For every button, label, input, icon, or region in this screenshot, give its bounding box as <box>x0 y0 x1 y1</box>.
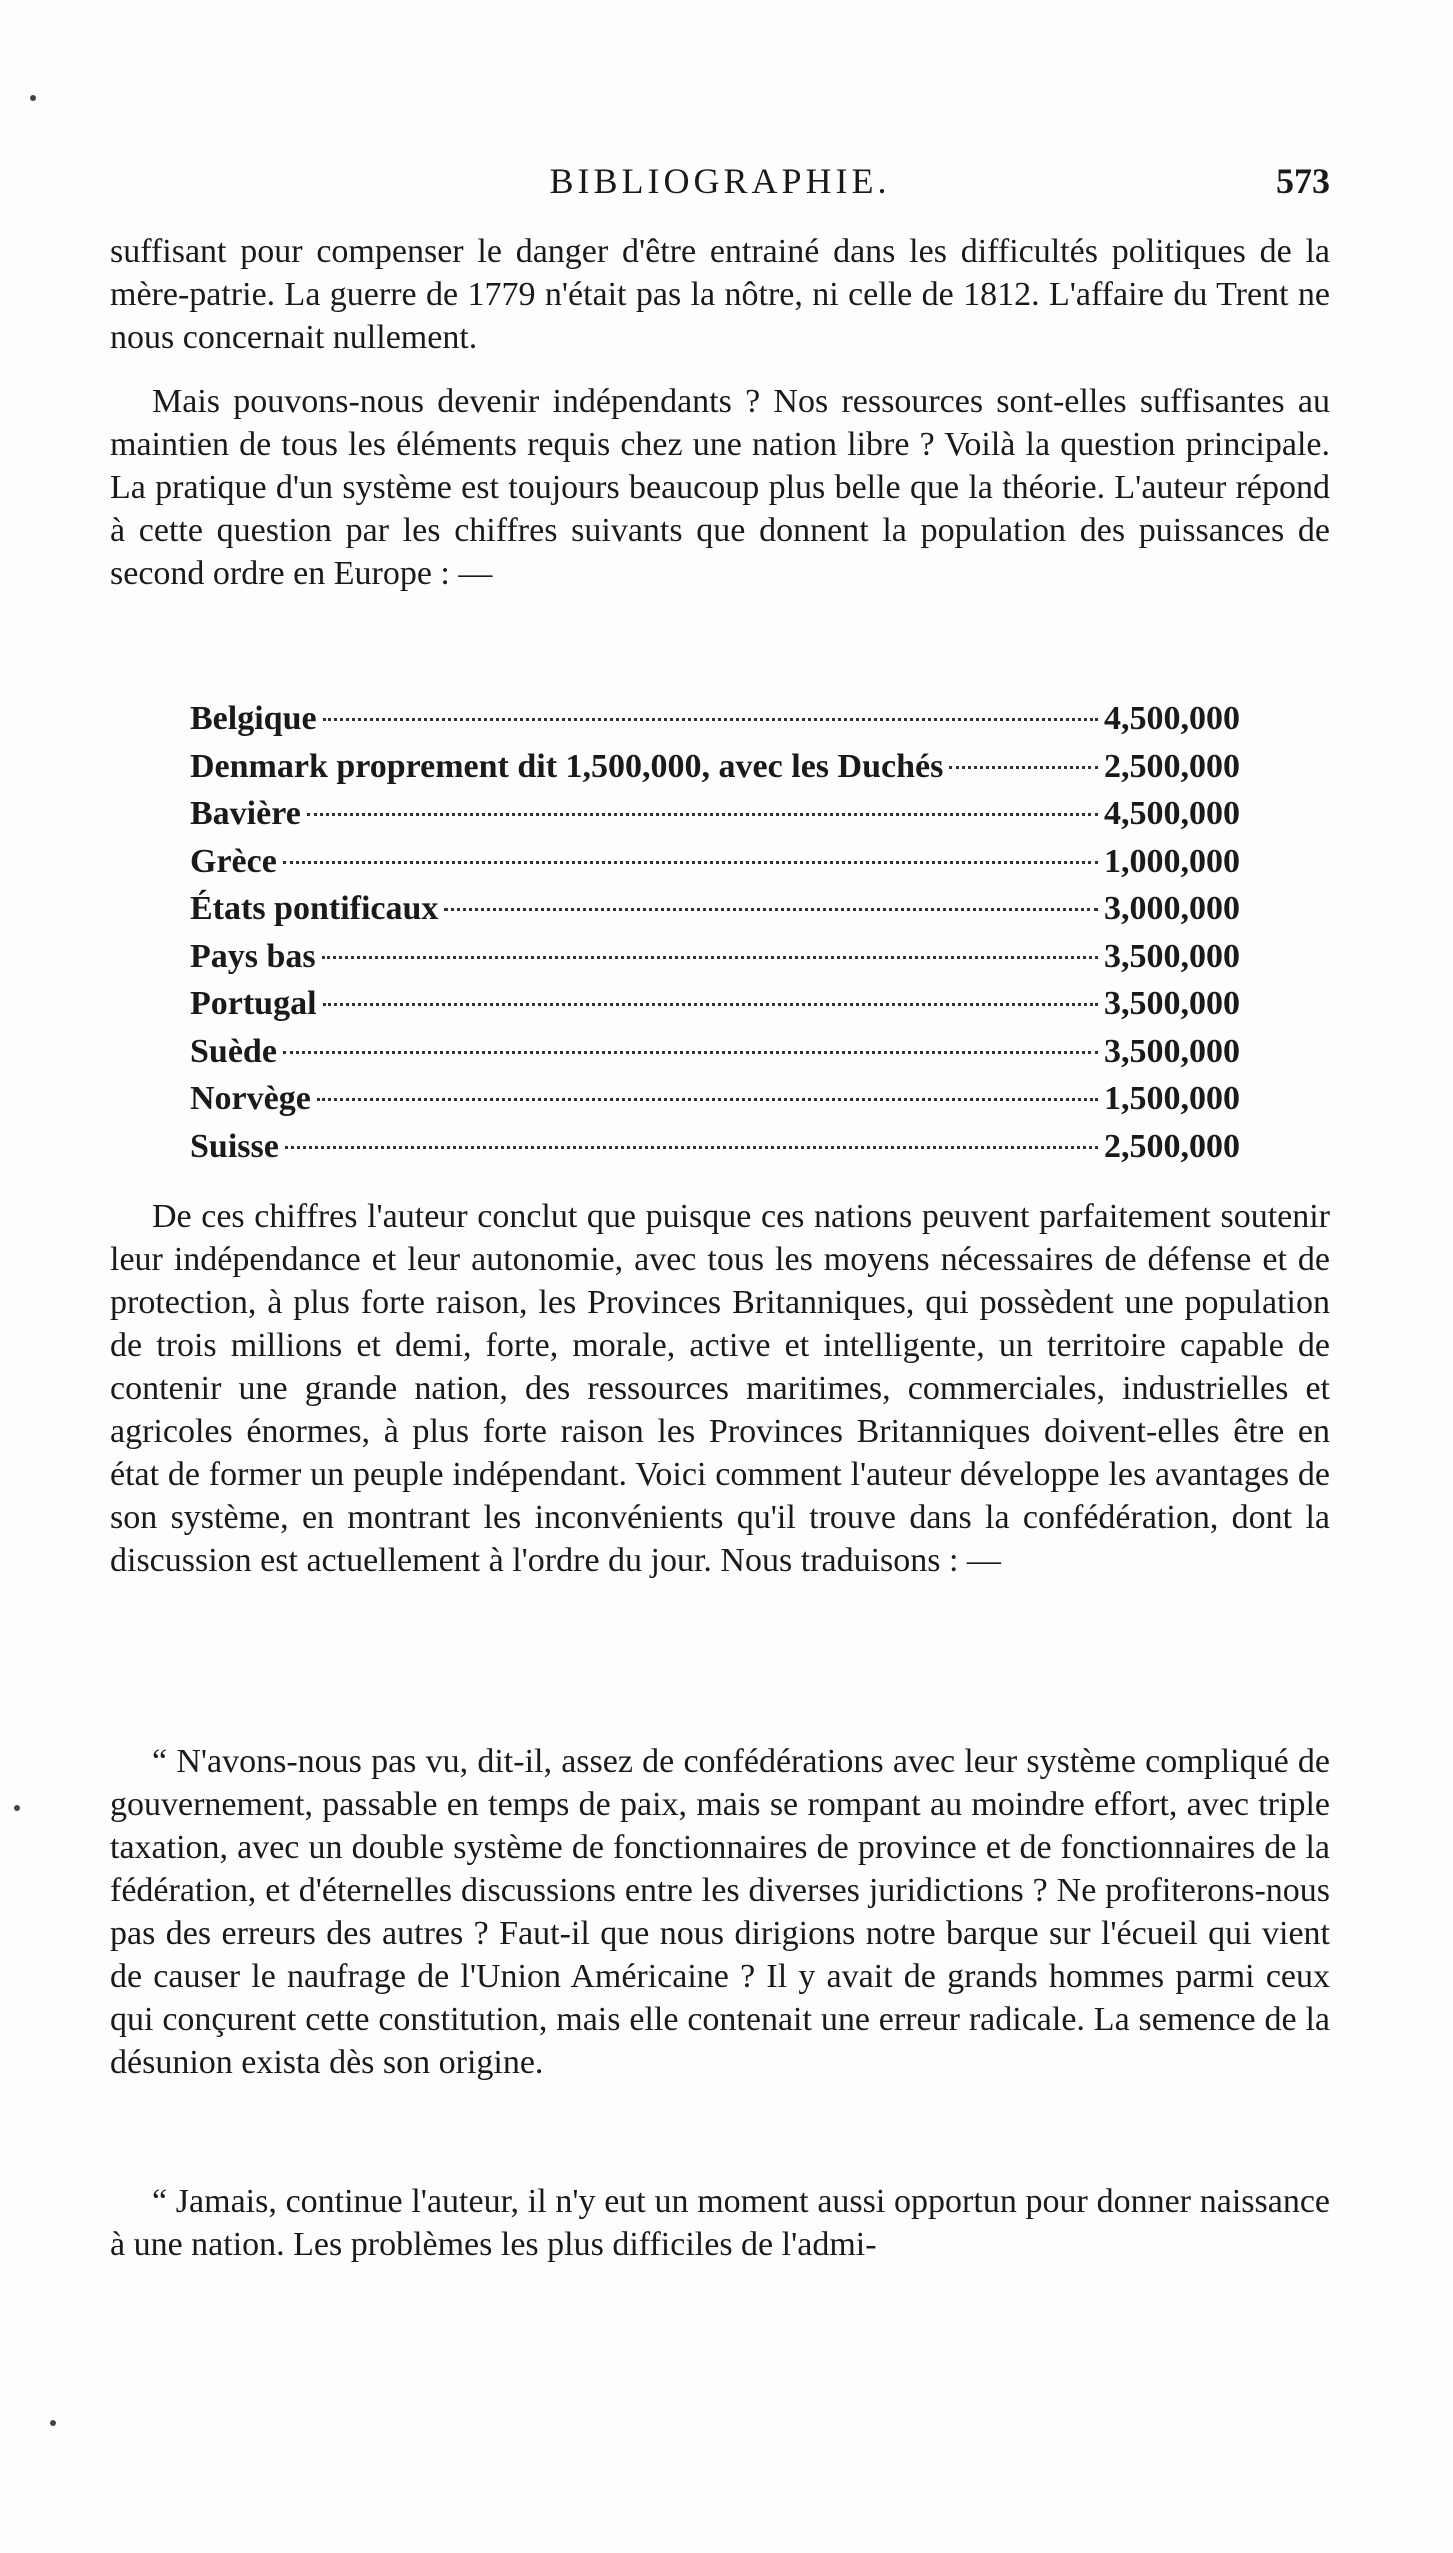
dot-leader <box>323 1003 1098 1006</box>
paragraph-5: “ Jamais, continue l'auteur, il n'y eut un moment aussi opportun pour donner naissance à une nation. Les problèmes les plus difficiles de l'admi- <box>110 2183 1330 2263</box>
population-row <box>190 1033 1240 1081</box>
paragraph-1: suffisant pour compenser le danger d'être entrainé dans les difficultés politiques de la mère-patrie. La guerre de 1779 n'était pas la nôtre, ni celle de 1812. L'affaire du Trent ne nous concernait nullement. <box>110 233 1330 356</box>
dot-leader <box>949 766 1098 769</box>
country-name: Norvège <box>190 1080 311 1117</box>
country-name: Denmark proprement dit 1,500,000, avec les Duchés <box>190 747 944 785</box>
country-name: États pontificaux <box>190 890 439 927</box>
population-value: 3,500,000 <box>1104 985 1240 1022</box>
country-name: Portugal <box>190 985 317 1022</box>
population-table <box>190 700 1240 1175</box>
population-value: 1,000,000 <box>1104 842 1240 880</box>
paragraph-3: De ces chiffres l'auteur conclut que puisque ces nations peuvent parfaitement soutenir leur indépendance et leur autonomie, avec tous les moyens nécessaires de défense et de protection, à plus forte raison, les Provinces Britanniques, qui possèdent une population de trois millions et demi, forte, morale, active et intelligente, un territoire capable de contenir une grande nation, des ressources maritimes, commerciales, industrielles et agricoles énormes, à plus forte raison les Provinces Britanniques doivent-elles être en état de former un peuple indépendant. Voici comment l'auteur développe les avantages de son système, en montrant les inconvénients qu'il trouve dans la confédération, dont la discussion est actuellement à l'ordre du jour. Nous traduisons : — <box>110 1198 1330 1579</box>
dot-leader <box>285 1146 1098 1149</box>
population-row <box>190 1080 1240 1128</box>
dot-leader <box>283 861 1098 864</box>
population-value: 4,500,000 <box>1104 700 1240 737</box>
population-value: 3,500,000 <box>1104 1032 1240 1070</box>
population-row <box>190 795 1240 843</box>
dot-leader <box>317 1098 1098 1101</box>
dot-leader <box>444 908 1098 911</box>
print-speck <box>14 1805 20 1811</box>
print-speck <box>50 2420 56 2426</box>
population-row <box>190 1128 1240 1176</box>
dot-leader <box>323 718 1098 721</box>
dot-leader <box>283 1051 1098 1054</box>
dot-leader <box>307 813 1098 816</box>
page-number: 573 <box>1276 161 1330 201</box>
country-name: Suisse <box>190 1127 279 1165</box>
country-name: Belgique <box>190 700 317 737</box>
population-value: 2,500,000 <box>1104 1127 1240 1165</box>
paragraph-4: “ N'avons-nous pas vu, dit-il, assez de confédérations avec leur système compliqué de gouvernement, passable en temps de paix, mais se rompant au moindre effort, avec triple taxation, avec un double système de fonctionnaires de province et de fonctionnaires de la fédération, et d'éternelles discussions entre les diverses juridictions ? Ne profiterons-nous pas des erreurs des autres ? Faut-il que nous dirigions notre barque sur l'écueil qui vient de causer le naufrage de l'Union Américaine ? Il y avait de grands hommes parmi ceux qui conçurent cette constitution, mais elle contenait une erreur radicale. La semence de la désunion exista dès son origine. <box>110 1743 1330 2081</box>
population-value: 2,500,000 <box>1104 747 1240 785</box>
population-row <box>190 748 1240 796</box>
population-row <box>190 985 1240 1033</box>
paragraph-2: Mais pouvons-nous devenir indépendants ? Nos ressources sont-elles suffisantes au maintien de tous les éléments requis chez une nation libre ? Voilà la question principale. La pratique d'un système est toujours beaucoup plus belle que la théorie. L'auteur répond à cette question par les chiffres suivants que donnent la population des puissances de second ordre en Europe : — <box>110 383 1330 592</box>
country-name: Grèce <box>190 842 277 880</box>
population-row <box>190 890 1240 938</box>
page-header <box>110 160 1330 210</box>
print-speck <box>30 95 36 101</box>
population-row <box>190 700 1240 748</box>
country-name: Bavière <box>190 795 301 832</box>
country-name: Pays bas <box>190 937 316 975</box>
population-row <box>190 843 1240 891</box>
population-row <box>190 938 1240 986</box>
population-value: 4,500,000 <box>1104 795 1240 832</box>
population-value: 1,500,000 <box>1104 1080 1240 1117</box>
population-value: 3,000,000 <box>1104 890 1240 927</box>
dot-leader <box>322 956 1098 959</box>
country-name: Suède <box>190 1032 277 1070</box>
running-title: BIBLIOGRAPHIE. <box>549 161 891 201</box>
population-value: 3,500,000 <box>1104 937 1240 975</box>
